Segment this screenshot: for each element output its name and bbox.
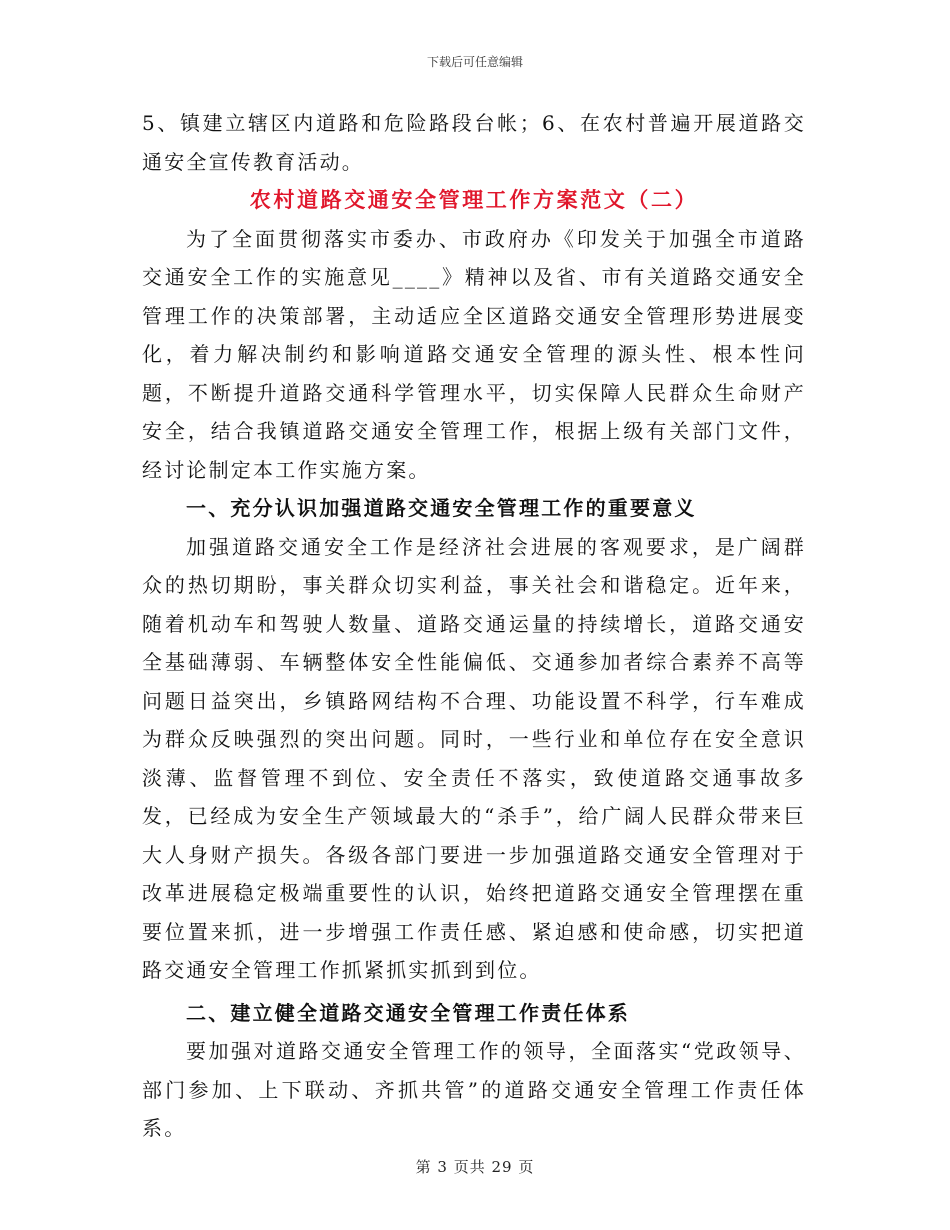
heading-2: 二、建立健全道路交通安全管理工作责任体系 bbox=[186, 1000, 630, 1025]
page-header: 下载后可任意编辑 bbox=[426, 55, 523, 69]
paragraph-2: 加强道路交通安全工作是经济社会进展的客观要求，是广阔群众的热切期盼，事关群众切实利益，事关社会和谐稳定。近年来，随着机动车和驾驶人数量、道路交通运量的持续增长，道路交通安全基础薄弱、车辆整体安全性能偏低、交通参加者综合素养不高等问题日益突出，乡镇路网结构不合理、功能设置不科学，行车难成为群众反映强烈的突出问题。同时，一些行业和单位存在安全意识淡薄、监督管理不到位、安全责任不落实，致使道路交通事故多发，已经成为安全生产领域最大的“杀手”，给广阔人民群众带来巨大人身财产损失。各级各部门要进一步加强道路交通安全管理对于改革进展稳定极端重要性的认识，始终把道路交通安全管理摆在重要位置来抓，进一步增强工作责任感、紧迫感和使命感，切实把道路交通安全管理工作抓紧抓实抓到到位。 bbox=[142, 534, 806, 982]
document-body bbox=[142, 104, 806, 1148]
paragraph-3: 要加强对道路交通安全管理工作的领导，全面落实“党政领导、部门参加、上下联动、齐抓共管”的道路交通安全管理工作责任体系。 bbox=[142, 1039, 806, 1140]
heading-1: 一、充分认识加强道路交通安全管理工作的重要意义 bbox=[186, 496, 697, 520]
intro-paragraph: 5、镇建立辖区内道路和危险路段台帐；6、在农村普遍开展道路交通安全宣传教育活动。 bbox=[142, 111, 806, 174]
section-title: 农村道路交通安全管理工作方案范文（二） bbox=[249, 187, 699, 212]
paragraph-1: 为了全面贯彻落实市委办、市政府办《印发关于加强全市道路交通安全工作的实施意见____》精神以及省、市有关道路交通安全管理工作的决策部署，主动适应全区道路交通安全管理形势进展变化，着力解决制约和影响道路交通安全管理的源头性、根本性问题，不断提升道路交通科学管理水平，切实保障人民群众生命财产安全，结合我镇道路交通安全管理工作，根据上级有关部门文件，经讨论制定本工作实施方案。 bbox=[142, 226, 806, 482]
page-footer: 第 3 页共 29 页 bbox=[415, 1158, 535, 1176]
